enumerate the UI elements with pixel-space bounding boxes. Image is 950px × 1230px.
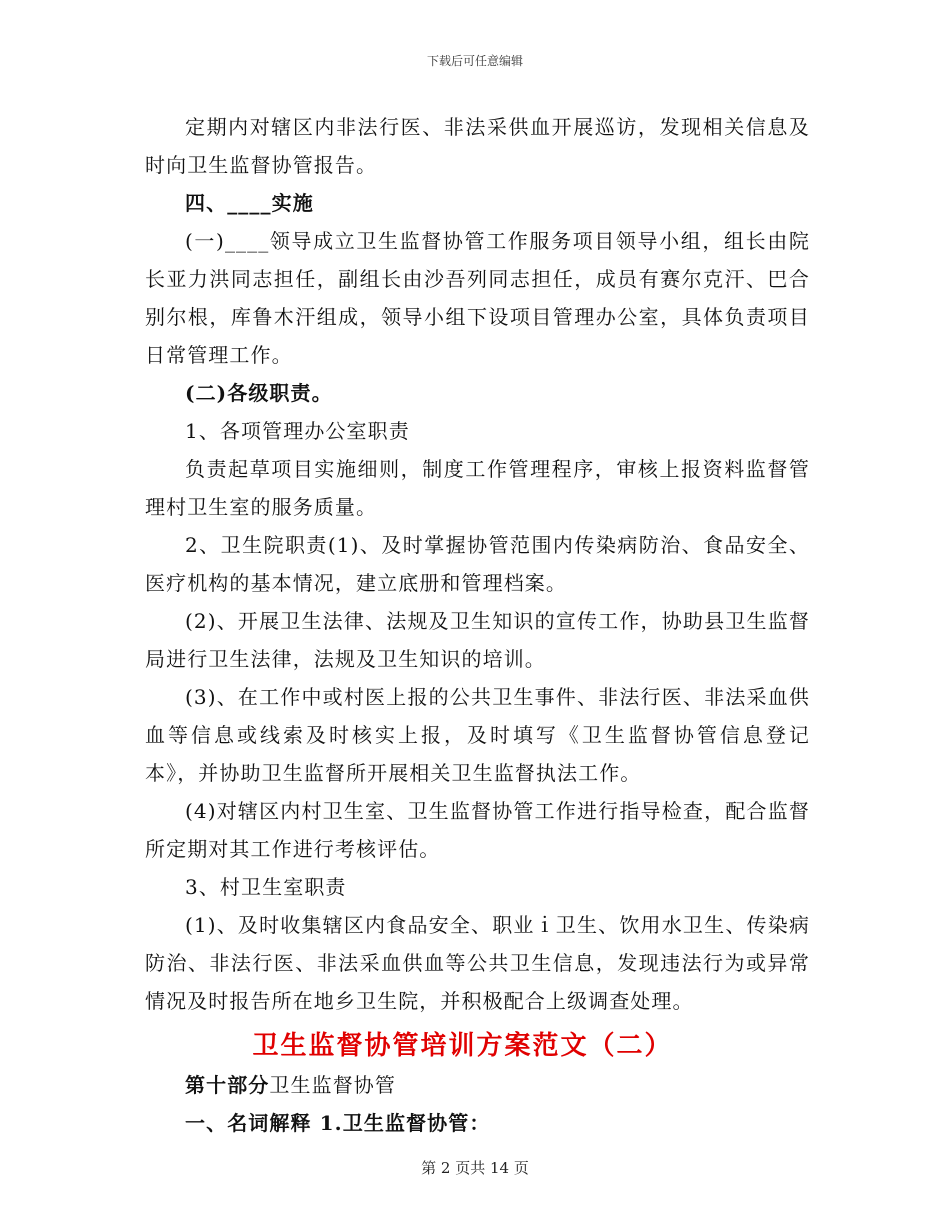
paragraph-patrol: 定期内对辖区内非法行医、非法采供血开展巡访，发现相关信息及时向卫生监督协管报告。	[145, 115, 810, 177]
section-title: 卫生监督协管培训方案范文（二）	[252, 1031, 673, 1061]
part-name: 卫生监督协管	[269, 1073, 397, 1097]
paragraph-clinic-duties-1: (1)、及时收集辖区内食品安全、职业ｉ卫生、饮用水卫生、传染病防治、非法行医、非法采血供血等公共卫生信息，发现违法行为或异常情况及时报告所在地乡卫生院，并积极配合上级调查处理。	[145, 913, 810, 1013]
heading-responsibilities: (二)各级职责。	[185, 381, 333, 405]
paragraph-leadership-group: (一)____领导成立卫生监督协管工作服务项目领导小组，组长由院长亚力洪同志担任，副组长由沙吾列同志担任，成员有赛尔克汗、巴合别尔根，库鲁木汗组成，领导小组下设项目管理办公室，具体负责项目日常管理工作。	[145, 229, 810, 367]
heading-office-duties: 1、各项管理办公室职责	[185, 419, 410, 443]
part-number: 第十部分	[185, 1073, 270, 1097]
page-header: 下载后可任意编辑	[426, 54, 523, 68]
document-body	[145, 108, 810, 1142]
heading-implementation: 四、____实施	[185, 191, 314, 215]
paragraph-hospital-duties-2: (2)、开展卫生法律、法规及卫生知识的宣传工作，协助县卫生监督局进行卫生法律，法规及卫生知识的培训。	[145, 609, 810, 671]
part-line	[145, 1066, 810, 1104]
paragraph-hospital-duties-3: (3)、在工作中或村医上报的公共卫生事件、非法行医、非法采血供血等信息或线索及时核实上报，及时填写《卫生监督协管信息登记本》，并协助卫生监督所开展相关卫生监督执法工作。	[145, 685, 810, 785]
definition-heading: 一、名词解释 1.卫生监督协管：	[185, 1111, 491, 1135]
heading-clinic-duties: 3、村卫生室职责	[185, 875, 347, 899]
paragraph-office-duties: 负责起草项目实施细则，制度工作管理程序，审核上报资料监督管理村卫生室的服务质量。	[145, 457, 810, 519]
paragraph-hospital-duties-1: 2、卫生院职责(1)、及时掌握协管范围内传染病防治、食品安全、医疗机构的基本情况，建立底册和管理档案。	[145, 533, 810, 595]
paragraph-hospital-duties-4: (4)对辖区内村卫生室、卫生监督协管工作进行指导检查，配合监督所定期对其工作进行考核评估。	[145, 799, 810, 861]
page-footer: 第 2 页共 14 页	[421, 1159, 529, 1177]
